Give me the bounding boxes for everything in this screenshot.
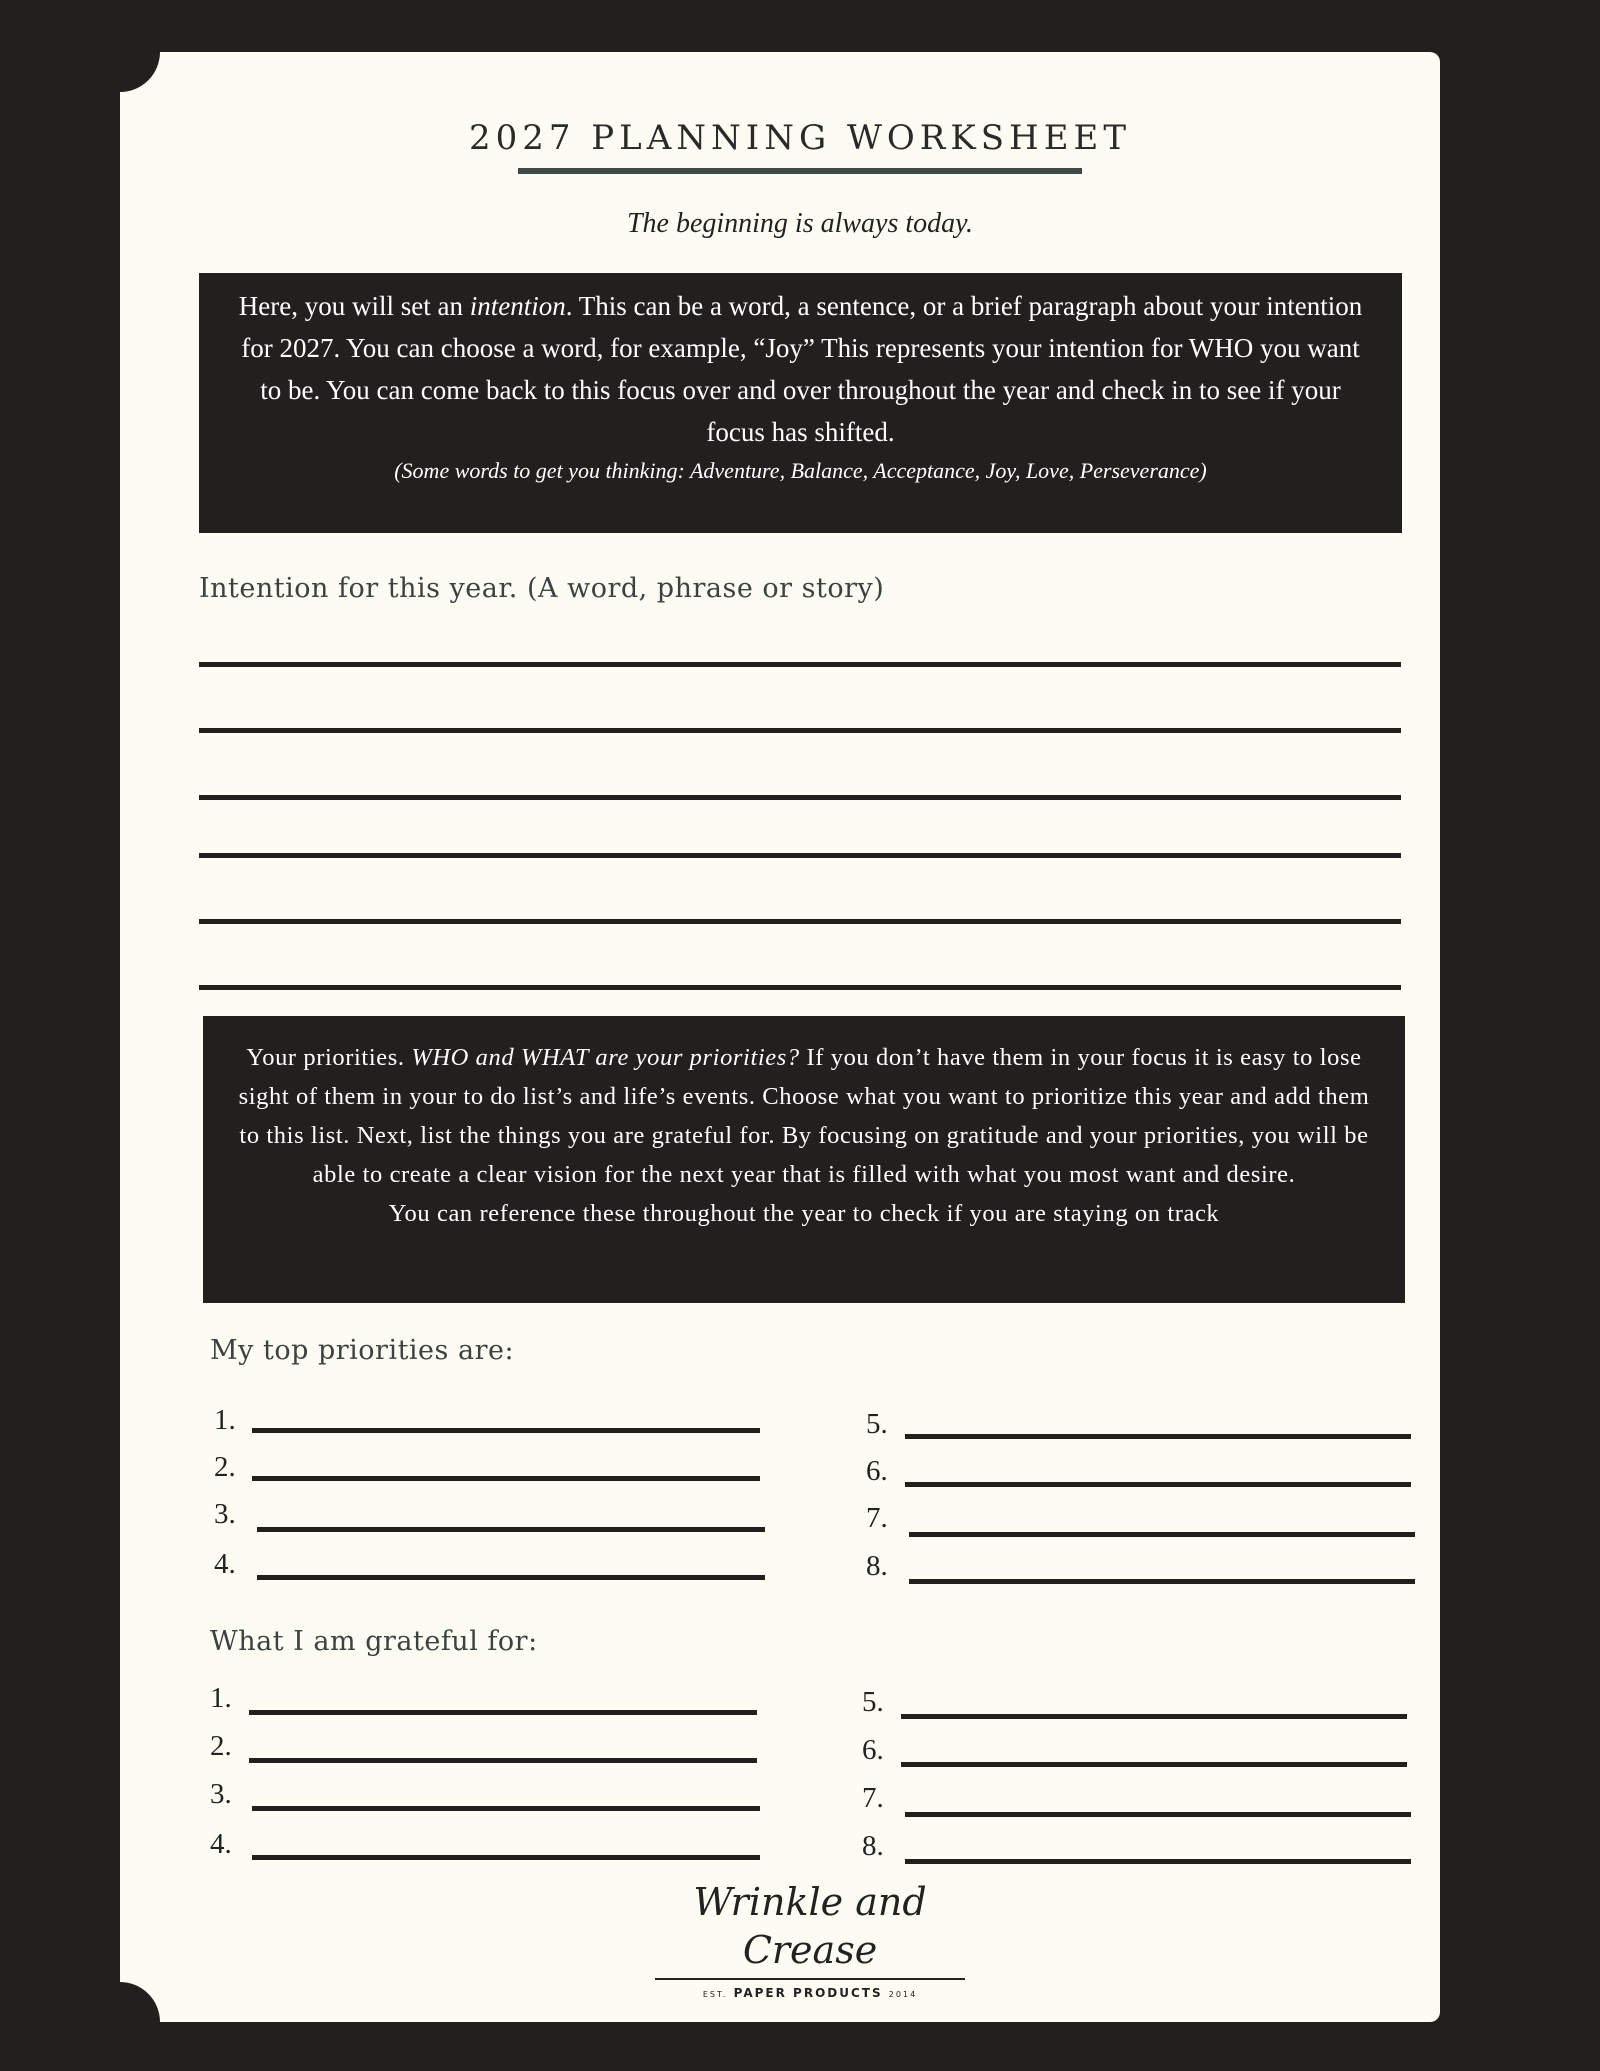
intention-instructions-box bbox=[199, 273, 1402, 533]
priority-number: 7. bbox=[866, 1502, 888, 1534]
corner-notch bbox=[1440, 12, 1520, 92]
priority-writing-line[interactable] bbox=[252, 1476, 760, 1481]
grateful-writing-line[interactable] bbox=[901, 1714, 1407, 1719]
corner-notch bbox=[80, 1982, 160, 2062]
grateful-writing-line[interactable] bbox=[905, 1859, 1411, 1864]
brand-logo-tagline: EST. PAPER PRODUCTS 2014 bbox=[702, 1986, 918, 2000]
priority-number: 6. bbox=[866, 1455, 888, 1487]
grateful-number: 3. bbox=[210, 1778, 232, 1810]
priority-writing-line[interactable] bbox=[257, 1527, 765, 1532]
priorities-instructions-last-line: You can reference these throughout the year to check if you are staying on track bbox=[388, 1200, 1220, 1227]
grateful-number: 5. bbox=[862, 1686, 884, 1718]
grateful-number: 2. bbox=[210, 1730, 232, 1762]
page-subtitle: The beginning is always today. bbox=[626, 208, 974, 239]
priority-number: 2. bbox=[214, 1451, 236, 1483]
grateful-writing-line[interactable] bbox=[252, 1855, 760, 1860]
grateful-label: What I am grateful for: bbox=[210, 1626, 538, 1657]
corner-notch bbox=[1440, 1982, 1520, 2062]
grateful-writing-line[interactable] bbox=[905, 1812, 1411, 1817]
priorities-instructions-text: Your priorities. WHO and WHAT are your priorities? If you don’t have them in your focus it is easy to lose sight of them in your to do list’s and life’s events. Choose what you want to prioritize this year and add them to this list. Next, list the things you are grateful for. By focusing on gratitude and your priorities, you will be able to create a clear vision for the next year that is filled with what you most want and desire. bbox=[238, 1044, 1370, 1188]
priority-writing-line[interactable] bbox=[909, 1579, 1415, 1584]
intention-writing-line[interactable] bbox=[199, 728, 1401, 733]
priority-writing-line[interactable] bbox=[257, 1575, 765, 1580]
priority-writing-line[interactable] bbox=[909, 1532, 1415, 1537]
priority-number: 8. bbox=[866, 1550, 888, 1582]
brand-logo bbox=[655, 1878, 965, 2000]
grateful-writing-line[interactable] bbox=[249, 1710, 757, 1715]
brand-logo-rule bbox=[655, 1978, 965, 1980]
intention-word-suggestions: (Some words to get you thinking: Adventure, Balance, Acceptance, Joy, Love, Perseverance) bbox=[394, 458, 1207, 483]
priority-number: 4. bbox=[214, 1548, 236, 1580]
priority-number: 1. bbox=[214, 1404, 236, 1436]
priority-writing-line[interactable] bbox=[905, 1482, 1411, 1487]
grateful-writing-line[interactable] bbox=[249, 1758, 757, 1763]
grateful-number: 7. bbox=[862, 1782, 884, 1814]
grateful-number: 4. bbox=[210, 1828, 232, 1860]
brand-logo-script: Wrinkle and Crease bbox=[693, 1880, 927, 1972]
grateful-number: 1. bbox=[210, 1682, 232, 1714]
intention-writing-line[interactable] bbox=[199, 662, 1401, 667]
priority-number: 3. bbox=[214, 1498, 236, 1530]
corner-notch bbox=[80, 12, 160, 92]
intention-writing-line[interactable] bbox=[199, 853, 1401, 858]
intention-writing-line[interactable] bbox=[199, 919, 1401, 924]
priorities-label: My top priorities are: bbox=[210, 1335, 515, 1366]
intention-writing-line[interactable] bbox=[199, 795, 1401, 800]
priority-writing-line[interactable] bbox=[252, 1428, 760, 1433]
grateful-writing-line[interactable] bbox=[252, 1806, 760, 1811]
intention-label: Intention for this year. (A word, phrase or story) bbox=[199, 573, 885, 604]
priority-number: 5. bbox=[866, 1408, 888, 1440]
title-underline bbox=[518, 168, 1082, 174]
intention-instructions-text: Here, you will set an intention. This can be a word, a sentence, or a brief paragraph about your intention for 2027. You can choose a word, for example, “Joy” This represents your intention for WHO you want to be. You can come back to this focus over and over throughout the year and check in to see if your focus has shifted. bbox=[238, 291, 1363, 447]
grateful-number: 8. bbox=[862, 1830, 884, 1862]
page-title: 2027 PLANNING WORKSHEET bbox=[468, 118, 1132, 158]
grateful-writing-line[interactable] bbox=[901, 1762, 1407, 1767]
priority-writing-line[interactable] bbox=[905, 1434, 1411, 1439]
intention-writing-line[interactable] bbox=[199, 985, 1401, 990]
grateful-number: 6. bbox=[862, 1734, 884, 1766]
priorities-instructions-box bbox=[203, 1016, 1405, 1303]
